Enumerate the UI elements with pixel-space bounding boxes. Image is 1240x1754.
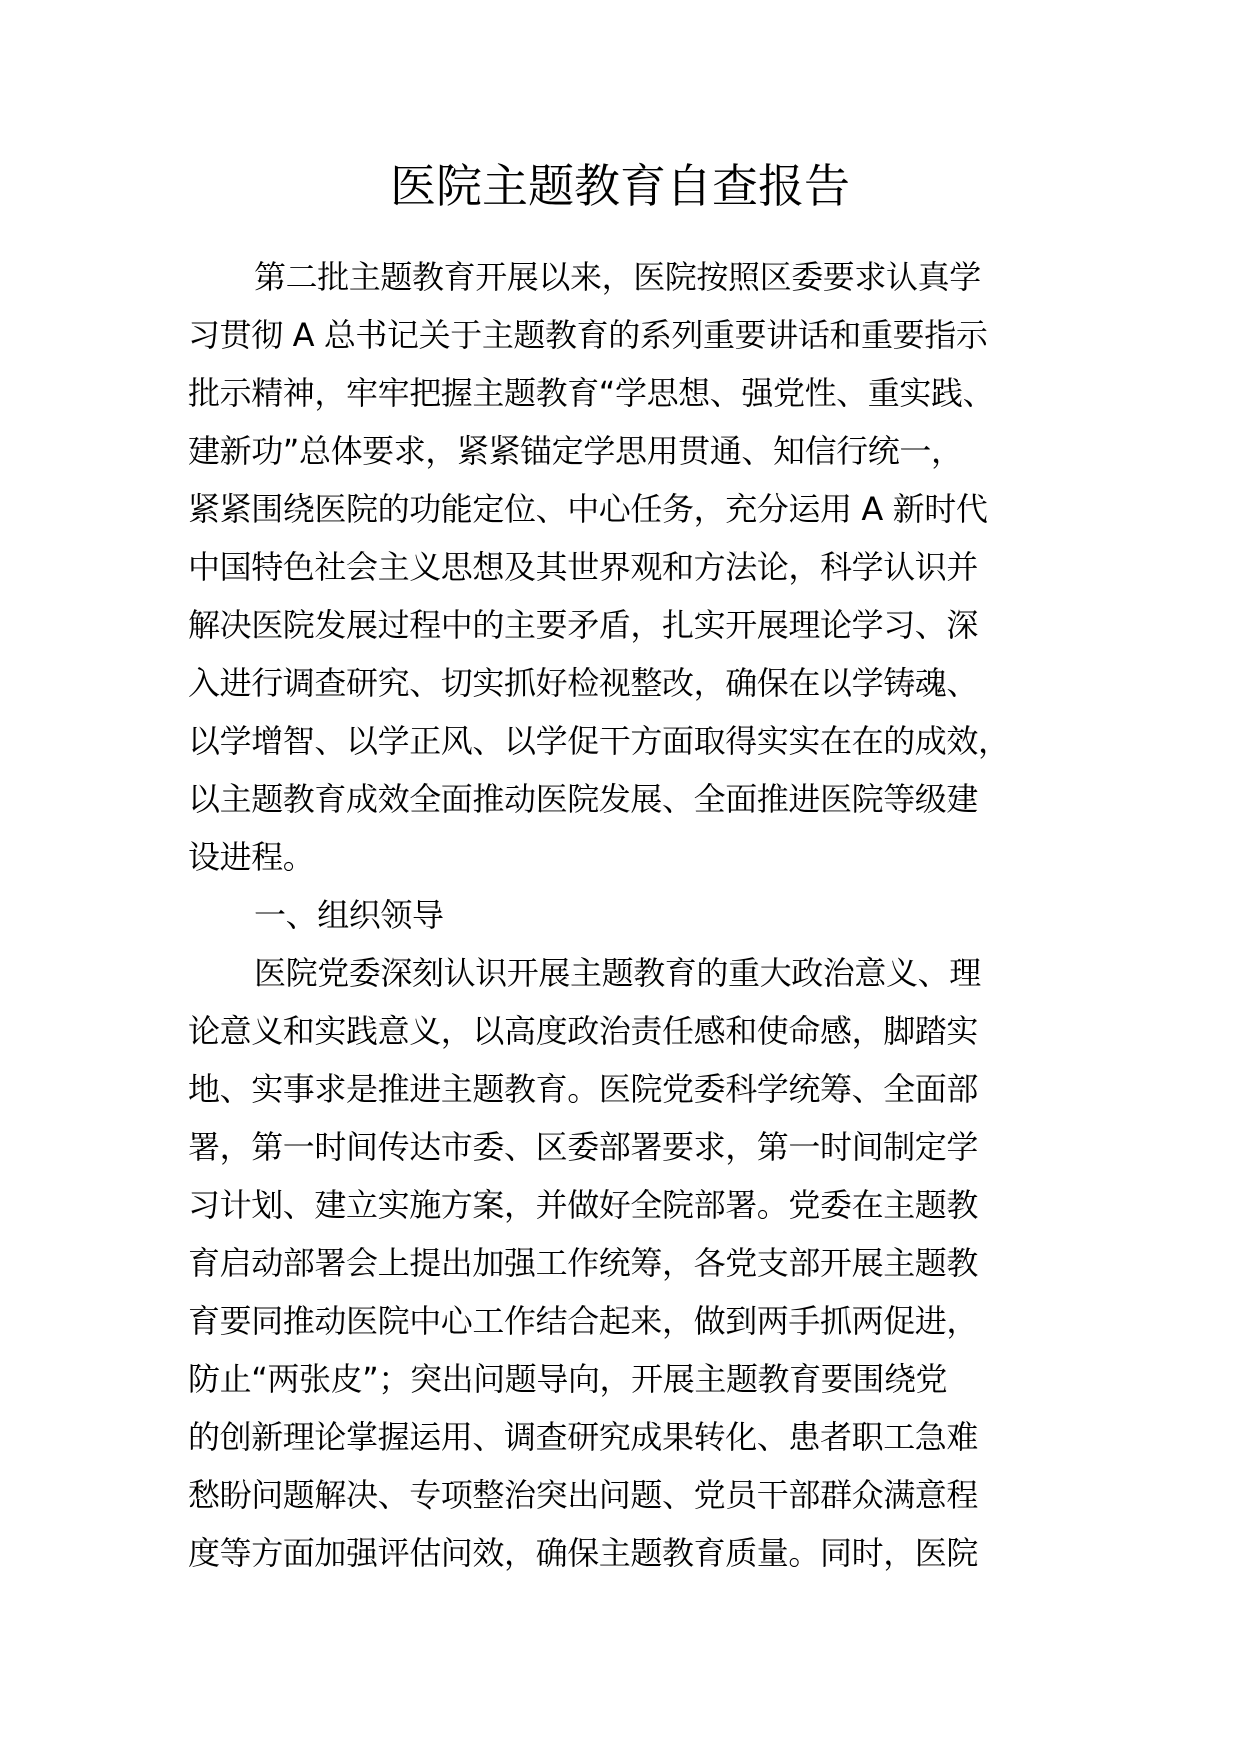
- paragraph-line: 度等方面加强评估问效，确保主题教育质量。同时，医院: [188, 1534, 979, 1572]
- paragraph-line: 以学增智、以学正风、以学促干方面取得实实在在的成效，: [188, 722, 1010, 760]
- document-body: [188, 248, 1068, 1582]
- paragraph-line: 愁盼问题解决、专项整治突出问题、党员干部群众满意程: [188, 1476, 979, 1514]
- document-title: 医院主题教育自查报告: [390, 159, 850, 213]
- paragraph-line: 入进行调查研究、切实抓好检视整改，确保在以学铸魂、: [188, 664, 979, 702]
- paragraph-line: 地、实事求是推进主题教育。医院党委科学统筹、全面部: [188, 1070, 979, 1108]
- paragraph-line: 署，第一时间传达市委、区委部署要求，第一时间制定学: [188, 1128, 979, 1166]
- paragraph-line: 紧紧围绕医院的功能定位、中心任务，充分运用 A 新时代: [188, 490, 988, 528]
- paragraph-line: 解决医院发展过程中的主要矛盾，扎实开展理论学习、深: [188, 606, 979, 644]
- paragraph-line: 建新功”总体要求，紧紧锚定学思用贯通、知信行统一，: [188, 432, 963, 470]
- paragraph-line: 育要同推动医院中心工作结合起来，做到两手抓两促进，: [188, 1302, 979, 1340]
- paragraph-line: 习贯彻 A 总书记关于主题教育的系列重要讲话和重要指示: [188, 316, 988, 354]
- paragraph-line: 育启动部署会上提出加强工作统筹，各党支部开展主题教: [188, 1244, 979, 1282]
- paragraph-line: 中国特色社会主义思想及其世界观和方法论，科学认识并: [188, 548, 979, 586]
- paragraph-line: 的创新理论掌握运用、调查研究成果转化、患者职工急难: [188, 1418, 979, 1456]
- paragraph-line: 论意义和实践意义，以高度政治责任感和使命感，脚踏实: [188, 1012, 979, 1050]
- paragraph-line: 第二批主题教育开展以来，医院按照区委要求认真学: [254, 258, 981, 296]
- section-heading: 一、组织领导: [254, 896, 444, 934]
- paragraph-line: 设进程。: [188, 838, 315, 876]
- paragraph-line: 防止“两张皮”；突出问题导向，开展主题教育要围绕党: [188, 1360, 948, 1398]
- paragraph-line: 以主题教育成效全面推动医院发展、全面推进医院等级建: [188, 780, 979, 818]
- paragraph-line: 批示精神，牢牢把握主题教育“学思想、强党性、重实践、: [188, 374, 995, 412]
- paragraph-line: 习计划、建立实施方案，并做好全院部署。党委在主题教: [188, 1186, 979, 1224]
- paragraph-line: 医院党委深刻认识开展主题教育的重大政治意义、理: [254, 954, 981, 992]
